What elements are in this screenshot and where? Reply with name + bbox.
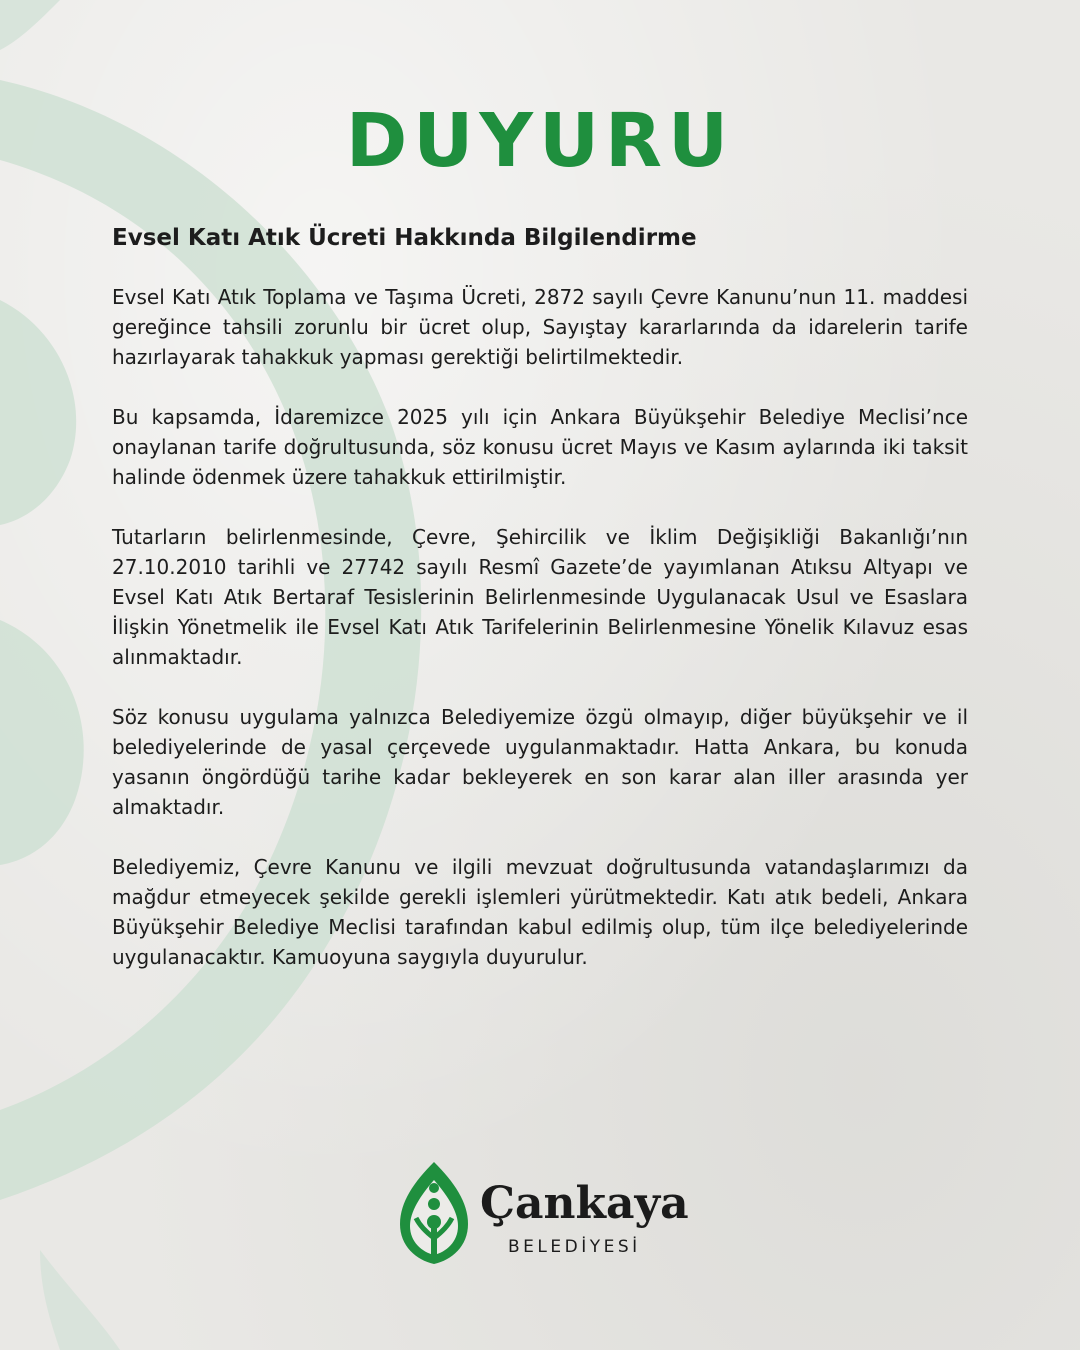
logo-name: Çankaya [480,1178,689,1229]
page-title: DUYURU [345,98,735,184]
paragraph-4: Söz konusu uygulama yalnızca Belediyemize özgü olmayıp, diğer büyükşehir ve il belediyelerinde de yasal çerçevede uygulanmaktadır. Hatta Ankara, bu konuda yasanın öngördüğü tarihe kadar bekleyerek en son karar alan iller arasında yer almaktadır. [112,705,968,819]
logo-subtitle: BELEDİYESİ [508,1237,641,1257]
cankaya-logo [396,1160,696,1274]
announcement-body [112,220,968,1002]
cankaya-leaf-logo-icon [396,1160,472,1268]
paragraph-3: Tutarların belirlenmesinde, Çevre, Şehircilik ve İklim Değişikliği Bakanlığı’nın 27.10.2010 tarihli ve 27742 sayılı Resmî Gazete’de yayımlanan Atıksu Altyapı ve Evsel Katı Atık Bertaraf Tesislerinin Belirlenmesinde Uygulanacak Usul ve Esaslara İlişkin Yönetmelik ile Evsel Katı Atık Tarifelerinin Belirlenmesine Yönelik Kılavuz esas alınmaktadır. [112,525,968,669]
paragraph-1: Evsel Katı Atık Toplama ve Taşıma Ücreti, 2872 sayılı Çevre Kanunu’nun 11. maddesi gereğince tahsili zorunlu bir ücret olup, Sayıştay kararlarında da idarelerin tarife hazırlayarak tahakkuk yapması gerektiği belirtilmektedir. [112,285,968,369]
paragraph-2: Bu kapsamda, İdaremizce 2025 yılı için Ankara Büyükşehir Belediye Meclisi’nce onaylanan tarife doğrultusunda, söz konusu ücret Mayıs ve Kasım aylarında iki taksit halinde ödenmek üzere tahakkuk ettirilmiştir. [112,405,968,489]
paragraph-5: Belediyemiz, Çevre Kanunu ve ilgili mevzuat doğrultusunda vatandaşlarımızı da mağdur etmeyecek şekilde gerekli işlemleri yürütmektedir. Katı atık bedeli, Ankara Büyükşehir Belediye Meclisi tarafından kabul edilmiş olup, tüm ilçe belediyelerinde uygulanacaktır. Kamuoyuna saygıyla duyurulur. [112,855,968,969]
announcement-subtitle: Evsel Katı Atık Ücreti Hakkında Bilgilendirme [112,225,697,251]
